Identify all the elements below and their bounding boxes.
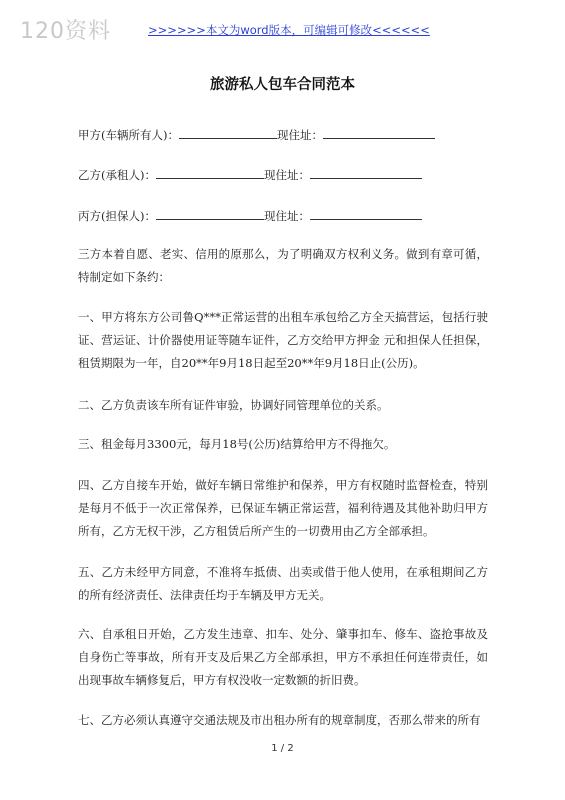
- clause-2-paragraph: 二、乙方负责该车所有证件审验，协调好同管理单位的关系。: [78, 398, 389, 412]
- party-c-line: [78, 207, 422, 224]
- party-c-address-blank: [310, 207, 422, 220]
- editable-version-banner-link[interactable]: >>>>>>本文为word版本，可编辑可修改<<<<<<: [148, 23, 430, 37]
- party-a-line: [78, 126, 435, 143]
- party-c-label: 丙方(担保人)：: [78, 209, 156, 223]
- clause-7-paragraph: 七、乙方必须认真遵守交通法规及市出租办所有的规章制度，否那么带来的所有: [78, 713, 481, 727]
- party-b-name-blank: [156, 166, 264, 179]
- clause-3-paragraph: 三、租金每月3300元，每月18号(公历)结算给甲方不得拖欠。: [78, 437, 396, 451]
- document-title: 旅游私人包车合同范本: [210, 76, 355, 93]
- party-b-label: 乙方(承租人)：: [78, 168, 156, 182]
- party-c-address-label: 现住址：: [263, 209, 310, 223]
- party-a-address-label: 现住址：: [276, 128, 323, 142]
- party-b-address-blank: [310, 166, 422, 179]
- party-a-label: 甲方(车辆所有人)：: [78, 128, 179, 142]
- party-b-line: [78, 166, 422, 183]
- clause-6-paragraph: 六、自承租日开始，乙方发生违章、扣车、处分、肇事扣车、修车、盗抢事故及自身伤亡等事故，所有开支及后果乙方全部承担，甲方不承担任何连带责任，如出现事故车辆修复后，甲方有权没收一定数额的折旧费。: [78, 627, 488, 687]
- clause-1-paragraph: 一、甲方将东方公司鲁Q***正常运营的出租车承包给乙方全天搞营运，包括行驶证、营运证、计价器使用证等随车证件，乙方交给甲方押金 元和担保人任担保，租赁期限为一年，自20**年9月18日起至20**年9月18日止(公历)。: [78, 310, 488, 370]
- clause-5-paragraph: 五、乙方未经甲方同意，不准将车抵债、出卖或借于他人使用，在承租期间乙方的所有经济责任、法律责任均于车辆及甲方无关。: [78, 565, 488, 602]
- party-a-address-blank: [323, 126, 435, 139]
- preamble-paragraph: 三方本着自愿、老实、信用的原那么，为了明确双方权利义务。做到有章可循，特制定如下条约：: [78, 247, 488, 284]
- party-a-name-blank: [179, 126, 277, 139]
- party-b-address-label: 现住址：: [263, 168, 310, 182]
- clause-4-paragraph: 四、乙方自接车开始，做好车辆日常维护和保养，甲方有权随时监督检查，特别是每月不低于一次正常保养，已保证车辆正常运营，福利待遇及其他补助归甲方所有，乙方无权干涉，乙方租赁后所产生的一切费用由乙方全部承担。: [78, 478, 488, 538]
- watermark-logo: 120资料: [20, 19, 111, 44]
- party-c-name-blank: [156, 207, 264, 220]
- page-number: 1 / 2: [271, 743, 294, 754]
